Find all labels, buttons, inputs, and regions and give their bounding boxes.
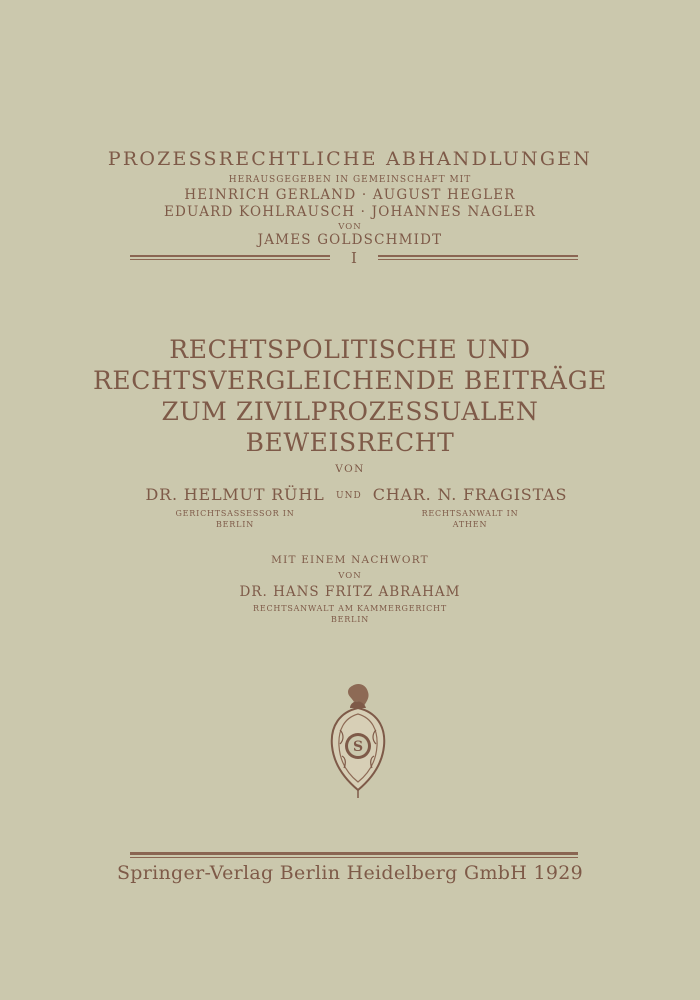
afterword-name: DR. HANS FRITZ ABRAHAM: [239, 584, 461, 600]
afterword-role: RECHTSANWALT AM KAMMERGERICHT: [253, 604, 447, 613]
author-first-role: GERICHTSASSESSOR IN: [175, 509, 295, 518]
author-first-name: DR. HELMUT RÜHL: [145, 485, 325, 504]
book-von: VON: [335, 463, 365, 475]
book-title-line2: RECHTSVERGLEICHENDE BEITRÄGE: [93, 366, 607, 395]
book-title-line1: RECHTSPOLITISCHE UND: [169, 335, 531, 364]
emblem-letter: S: [352, 739, 364, 755]
series-published-with: HERAUSGEGEBEN IN GEMEINSCHAFT MIT: [228, 175, 472, 185]
publisher-rule-thin: [130, 857, 578, 858]
author-second-place: ATHEN: [452, 520, 488, 529]
afterword-von: VON: [338, 571, 362, 581]
volume-number: I: [351, 249, 357, 267]
author-first: [145, 485, 325, 530]
book-title: [0, 334, 700, 458]
afterword-place: BERLIN: [330, 615, 369, 624]
author-first-place: BERLIN: [215, 520, 254, 529]
series-main-editor: JAMES GOLDSCHMIDT: [257, 232, 443, 248]
publisher-rule-thick: [130, 852, 578, 855]
publisher-imprint: Springer-Verlag Berlin Heidelberg GmbH 1929: [116, 862, 583, 884]
springer-knight-emblem-icon: [318, 680, 398, 800]
afterword-intro: MIT EINEM NACHWORT: [271, 554, 429, 566]
book-title-line4: BEWEISRECHT: [245, 428, 455, 457]
series-rule: [130, 249, 578, 267]
author-second-name: CHAR. N. FRAGISTAS: [372, 485, 568, 504]
book-title-line3: ZUM ZIVILPROZESSUALEN: [161, 397, 539, 426]
author-second-role: RECHTSANWALT IN: [421, 509, 519, 518]
series-title: PROZESSRECHTLICHE ABHANDLUNGEN: [107, 148, 593, 170]
publisher-rule: [130, 852, 578, 860]
author-second: [370, 485, 570, 530]
series-editors-line2: EDUARD KOHLRAUSCH · JOHANNES NAGLER: [163, 204, 537, 220]
series-von: VON: [338, 222, 362, 232]
series-editors-line1: HEINRICH GERLAND · AUGUST HEGLER: [184, 187, 516, 203]
authors-und: UND: [336, 491, 362, 501]
